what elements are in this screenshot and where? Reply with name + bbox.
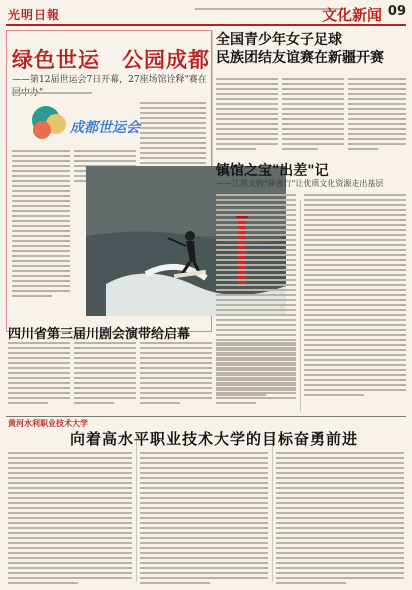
world-games-body-col1 — [12, 150, 70, 300]
world-games-byline — [12, 92, 92, 97]
world-games-body-col3 — [140, 102, 206, 172]
treasure-subtitle: ——江苏文物"驿省行"让优质文化资源走出基层 — [216, 179, 384, 188]
football-body-col2 — [282, 78, 344, 153]
world-games-title: 绿色世运 公园成都 — [12, 47, 210, 72]
vocational-top-rule — [6, 416, 406, 417]
vocational-title: 向着高水平职业技术大学的目标奋勇前进 — [70, 430, 359, 448]
newspaper-logo: 光明日報 — [8, 8, 61, 22]
world-games-subtitle: ——第12届世运会7日开幕，27座场馆诠释"赛在 — [12, 75, 207, 85]
football-body-col1 — [216, 78, 278, 153]
vocational-body-col2 — [140, 452, 268, 587]
vocational-body-col3 — [276, 452, 404, 587]
football-title — [216, 31, 384, 67]
football-title-line2: 民族团结友谊赛在新疆开赛 — [216, 50, 384, 66]
masthead-rule — [6, 24, 406, 26]
vocational-kicker: 黄河水利职业技术大学 — [8, 418, 88, 428]
football-body-col3 — [348, 78, 406, 153]
column-divider — [272, 432, 273, 582]
column-divider — [300, 200, 301, 412]
drama-body-col3 — [140, 342, 212, 407]
section-title: 文化新闻 — [321, 6, 382, 24]
vocational-body-col1 — [8, 452, 132, 587]
drama-title: 四川省第三届川剧会演带给启幕 — [8, 327, 191, 342]
drama-body-col2 — [74, 342, 136, 407]
page-number: 09 — [387, 4, 406, 19]
drama-body-col4 — [216, 342, 296, 407]
world-games-logo — [26, 100, 146, 150]
treasure-body-col2 — [304, 194, 406, 399]
column-divider — [136, 432, 137, 582]
drama-body-col1 — [8, 342, 70, 407]
football-title-line1: 全国青少年女子足球 — [216, 32, 342, 48]
treasure-title: 镇馆之宝"出差"记 — [216, 163, 329, 179]
world-games-logo-text: 成都世运会 — [70, 120, 140, 136]
